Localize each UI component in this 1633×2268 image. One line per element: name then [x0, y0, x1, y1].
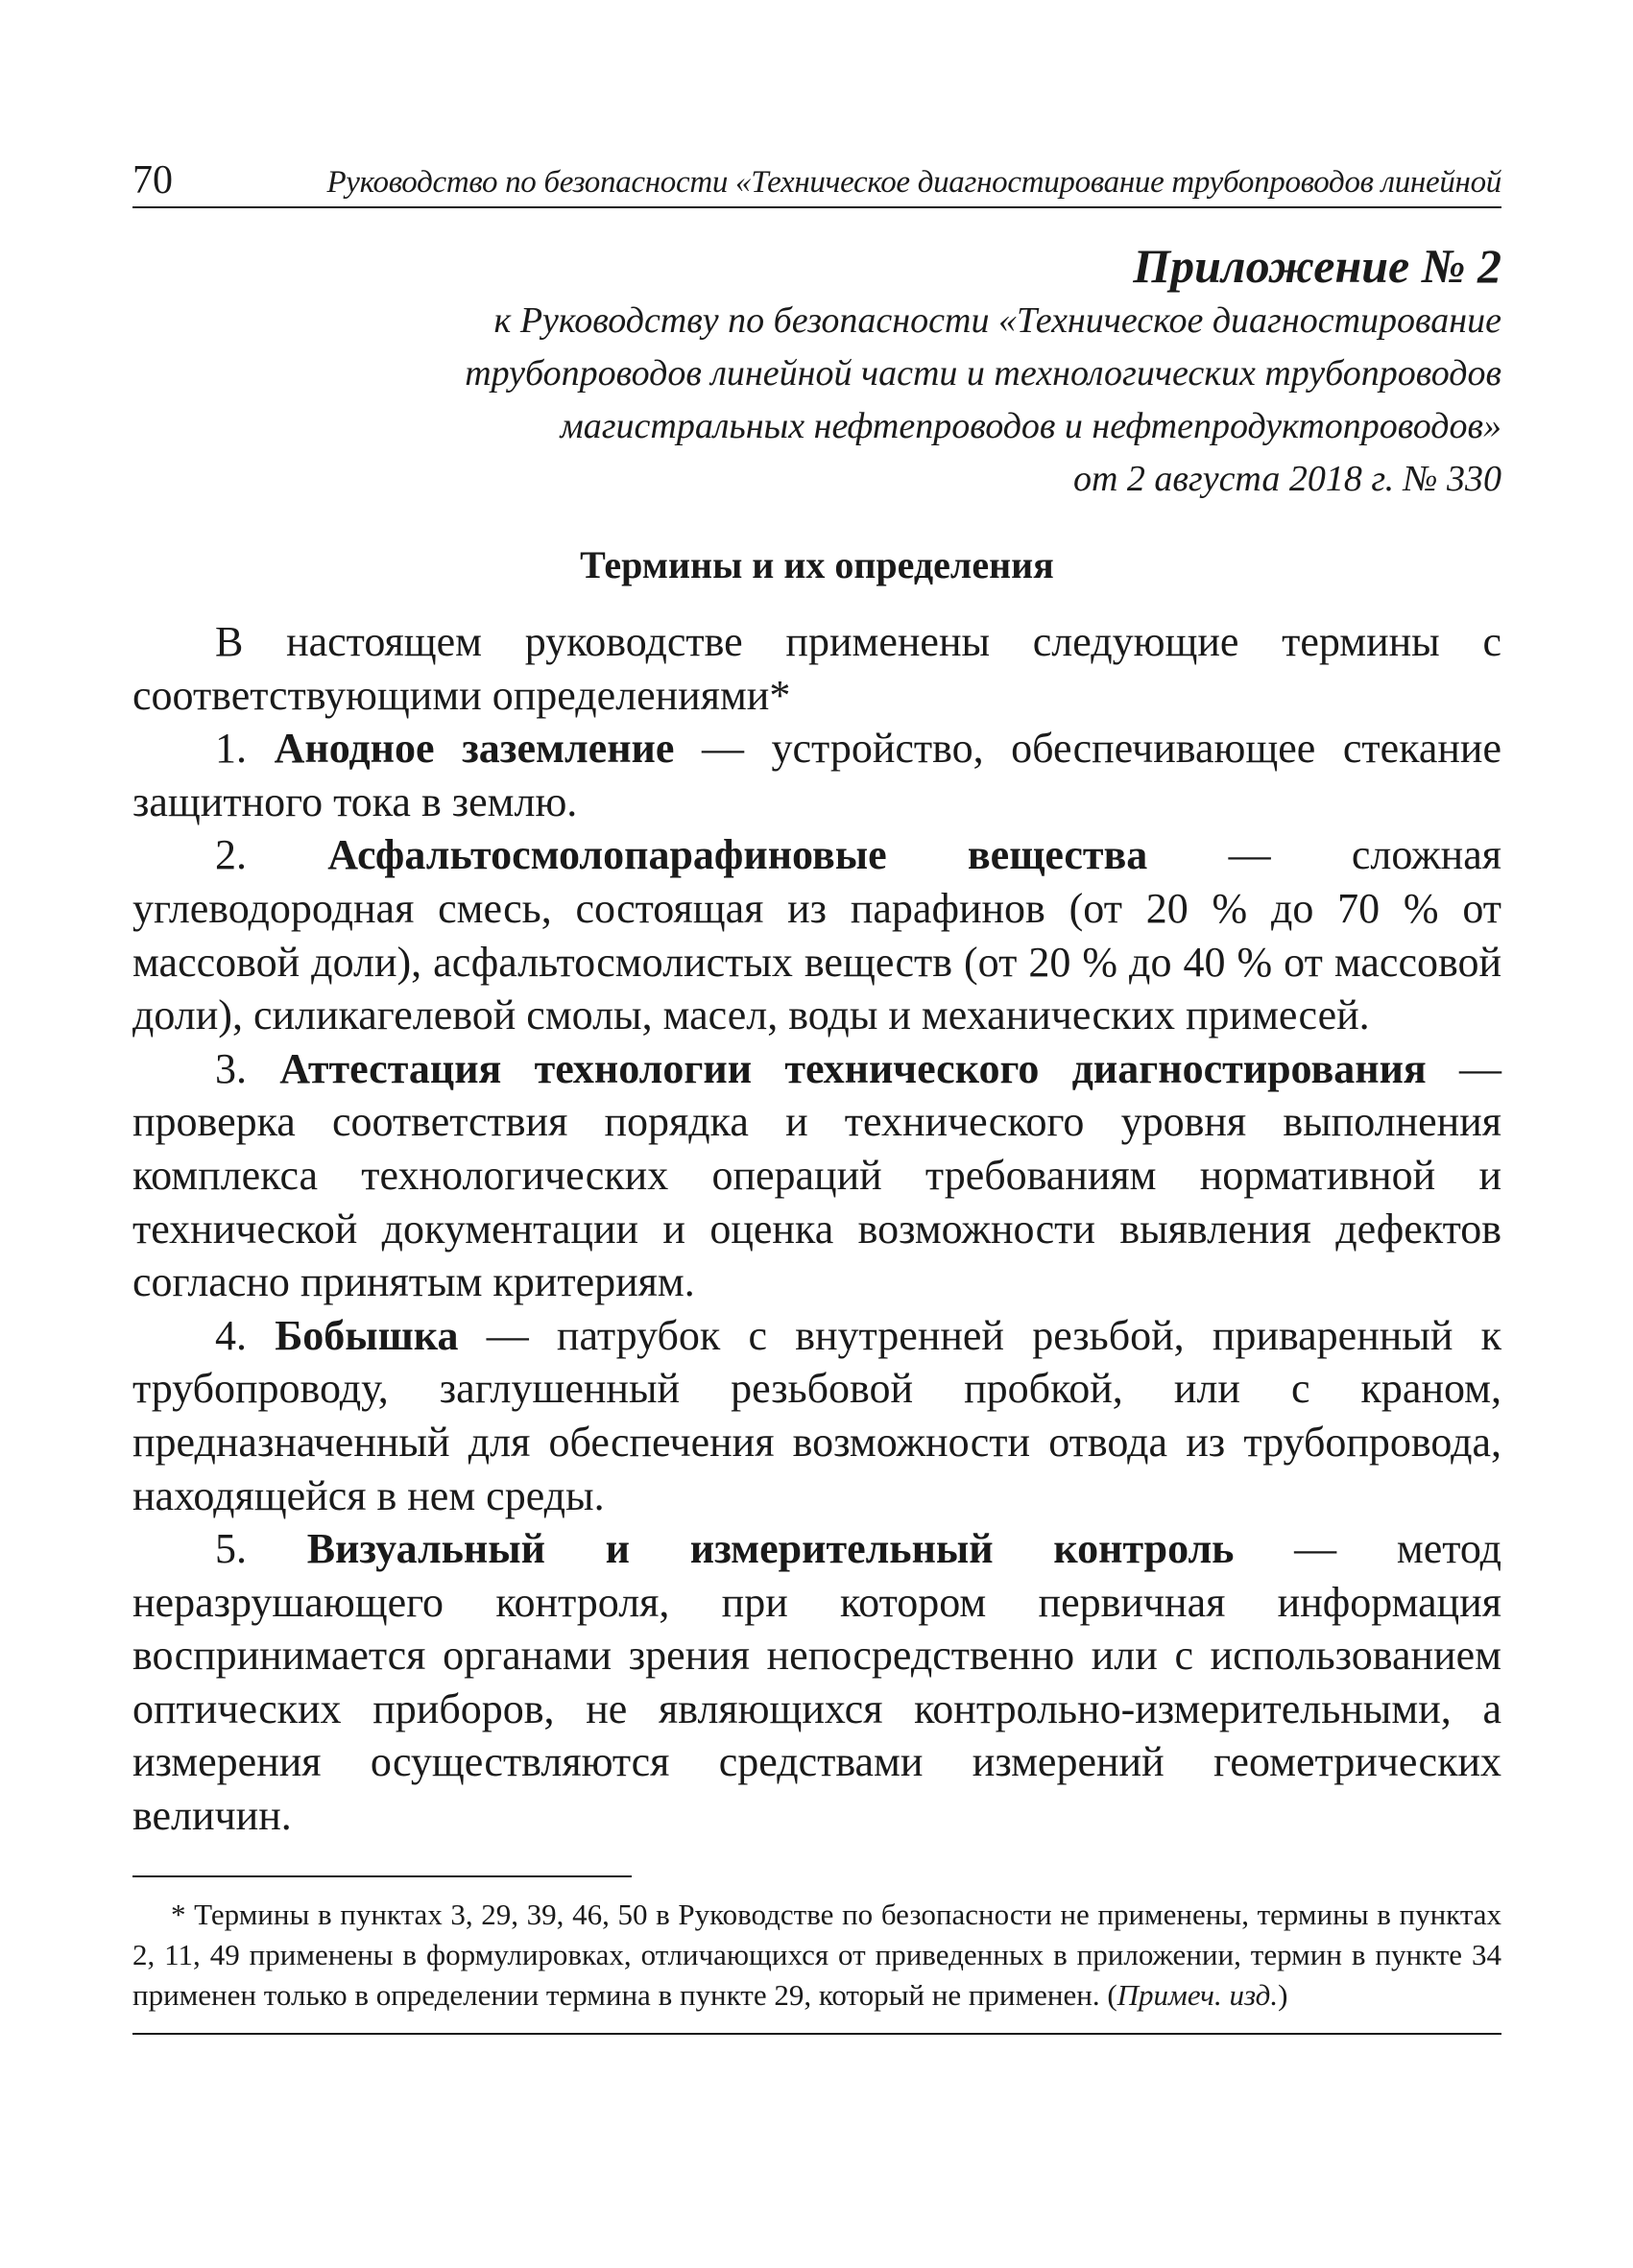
appendix-line: к Руководству по безопасности «Техническое диагностирование — [493, 300, 1501, 341]
appendix-line: трубопроводов линейной части и технологических трубопроводов — [465, 353, 1501, 394]
term-name: Бобышка — [275, 1311, 459, 1359]
page-number: 70 — [132, 158, 173, 203]
term-paragraph-5 — [132, 1522, 1501, 1843]
appendix-block — [132, 237, 1501, 506]
term-name: Асфальтосмолопарафиновые вещества — [327, 831, 1148, 879]
term-number: 4. — [215, 1311, 247, 1359]
term-definition: — устройство, обеспечивающее стекание защитного тока в землю. — [132, 725, 1501, 825]
running-title: Руководство по безопасности «Техническое диагностирование трубопроводов линейной — [326, 165, 1501, 200]
appendix-title: Приложение № 2 — [1133, 239, 1501, 293]
footnote-divider — [132, 1875, 632, 1877]
term-definition: — проверка соответствия порядка и технического уровня выполнения комплекса технологических операций требованиям нормативной и технической документации и оценка возможности выявления дефектов согласно принятым критериям. — [132, 1044, 1502, 1306]
bottom-divider — [132, 2033, 1501, 2035]
term-number: 2. — [215, 831, 247, 879]
footnote — [132, 1895, 1501, 2016]
term-name: Аттестация технологии технического диагностирования — [279, 1044, 1427, 1092]
footnote-note: Примеч. изд. — [1117, 1977, 1279, 2012]
appendix-line: магистральных нефтепроводов и нефтепродуктопроводов» — [560, 406, 1501, 446]
footnote-text: * Термины в пунктах 3, 29, 39, 46, 50 в Руководстве по безопасности не применены, термины в пунктах 2, 11, 49 применены в формулировках, отличающихся от приведенных в приложении, термин в пункте 34 применен только в определении термина в пункте 29, который не применен. ( — [132, 1897, 1501, 2012]
term-paragraph-3 — [132, 1042, 1501, 1309]
running-header — [132, 149, 1501, 208]
term-name: Визуальный и измерительный контроль — [306, 1525, 1235, 1573]
term-definition: — патрубок с внутренней резьбой, приваренный к трубопроводу, заглушенный резьбовой пробкой, или с краном, предназначенный для обеспечения возможности отвода из трубопровода, находящейся в нем среды. — [132, 1311, 1502, 1519]
term-definition: — метод неразрушающего контроля, при котором первичная информация воспринимается органами зрения непосредственно или с использованием оптических приборов, не являющихся контрольно-измерительными, а измерения осуществляются средствами измерений геометрических величин. — [132, 1525, 1501, 1840]
intro-paragraph: В настоящем руководстве применены следующие термины с соответствующими определениями* — [132, 618, 1501, 719]
term-number: 1. — [215, 725, 247, 773]
document-page — [132, 149, 1501, 2035]
term-paragraph-1 — [132, 722, 1501, 828]
term-number: 3. — [215, 1044, 247, 1092]
footnote-close: ) — [1278, 1977, 1288, 2012]
term-paragraph-4 — [132, 1309, 1501, 1522]
term-paragraph-2 — [132, 828, 1501, 1041]
term-name: Анодное заземление — [274, 725, 675, 773]
appendix-line: от 2 августа 2018 г. № 330 — [1072, 459, 1501, 499]
term-number: 5. — [215, 1525, 247, 1573]
term-definition: — сложная углеводородная смесь, состоящая из парафинов (от 20 % до 70 % от массовой доли), асфальтосмолистых веществ (от 20 % до 40 % от массовой доли), силикагелевой смолы, масел, воды и механических примесей. — [132, 831, 1501, 1039]
section-heading: Термины и их определения — [580, 543, 1054, 586]
body-text — [132, 615, 1501, 1843]
